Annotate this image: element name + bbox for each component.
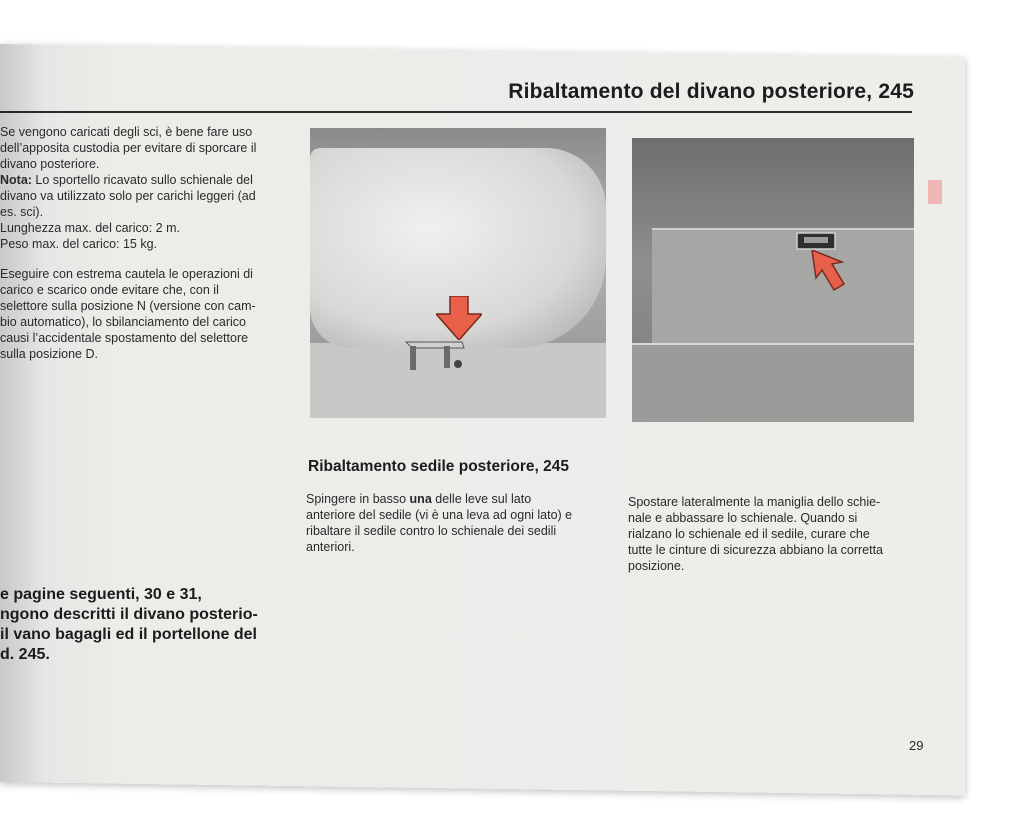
text-line: il vano bagagli ed il portellone del [0,626,257,643]
nota-line [0,172,290,188]
text-line: Se vengono caricati degli sci, è bene fare uso [0,125,253,139]
text-line: carico e scarico onde evitare che, con il [0,283,219,297]
left-column-text [0,124,290,376]
nota-label: Nota: [0,173,32,187]
text-line: selettore sulla posizione N (versione con cam- [0,299,256,313]
section-title: Ribaltamento sedile posteriore, 245 [308,458,570,475]
text-line: d. 245. [0,646,50,663]
text-line: e pagine seguenti, 30 e 31, [0,586,202,603]
text-line: nale e abbassare lo schienale. Quando si [628,511,858,525]
up-arrow-icon [808,250,848,294]
text-line: Eseguire con estrema cautela le operazioni di [0,267,253,281]
text-line: divano posteriore. [0,157,100,171]
text-line: causi l’accidentale spostamento del selettore [0,331,249,345]
text-line: es. sci). [0,205,44,219]
spec-line: Peso max. del carico: 15 kg. [0,237,158,251]
text-line: dell’apposita custodia per evitare di sporcare il [0,141,257,155]
spec-line: Lunghezza max. del carico: 2 m. [0,221,180,235]
text-line: posizione. [628,559,685,573]
page-title: Ribaltamento del divano posteriore, 245 [508,80,914,103]
text-line: anteriore del sedile (vi è una leva ad ogni lato) e [306,508,573,522]
page-number: 29 [909,738,924,753]
text-line: Spostare lateralmente la maniglia dello schie- [628,495,881,509]
text-line: ribaltare il sedile contro lo schienale dei sedili [306,524,557,538]
text-line: bio automatico), lo sbilanciamento del carico [0,315,246,329]
backrest-handle-icon [796,232,836,250]
rear-seat-photo [310,128,606,418]
seat-lever-icon [402,334,472,374]
backrest-panel [652,228,914,350]
ski-paragraph [0,124,290,252]
backrest-photo [632,138,914,422]
text-line: anteriori. [306,540,355,554]
next-pages-note [0,585,285,665]
caution-paragraph [0,266,290,362]
text-line: tutte le cinture di sicurezza abbiano la corretta [628,543,883,557]
text-span: delle leve sul lato [431,492,532,506]
emphasis-word: una [409,492,432,506]
text-span: Spingere in basso [306,492,410,506]
backrest-instructions [628,494,920,574]
title-rule [0,111,912,113]
text-line: sulla posizione D. [0,347,98,361]
text-line [306,491,606,507]
seat-instructions [306,491,606,555]
text-line: divano va utilizzato solo per carichi leggeri (ad [0,189,256,203]
text-line: Lo sportello ricavato sullo schienale del [31,173,253,187]
text-line: ngono descritti il divano posterio- [0,606,258,623]
cargo-floor [632,343,914,422]
text-line: rialzano lo schienale ed il sedile, curare che [628,527,870,541]
page-tab-marker [928,180,942,204]
